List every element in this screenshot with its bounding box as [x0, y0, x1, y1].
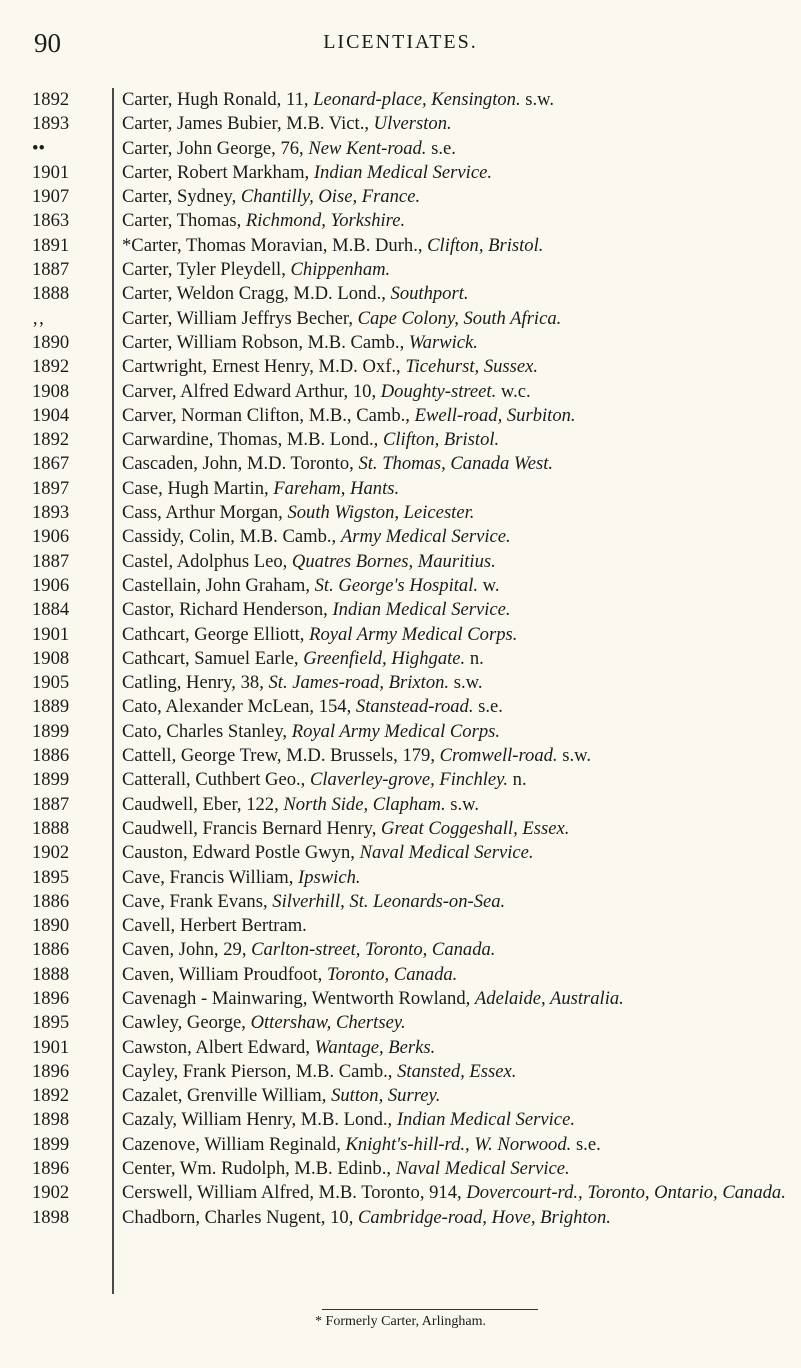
- entry-place: Warwick.: [408, 331, 478, 353]
- entry-place: Ticehurst, Sussex.: [405, 356, 539, 378]
- list-item: [32, 574, 792, 598]
- entry-name: Cayley, Frank Pierson, M.B. Camb.,: [122, 1060, 398, 1082]
- list-item: [32, 1206, 792, 1230]
- entry-year: 1906: [32, 574, 70, 596]
- entry-text: [122, 720, 792, 744]
- entry-text: [122, 1036, 792, 1060]
- entry-year: 1893: [32, 113, 70, 135]
- entry-text: [122, 1133, 792, 1157]
- list-item: [32, 1108, 792, 1132]
- entry-year: 1893: [32, 502, 70, 524]
- entry-text: [122, 914, 792, 938]
- entry-text: [122, 1206, 792, 1230]
- list-item: [32, 307, 792, 331]
- entry-place: Naval Medical Service.: [395, 1158, 570, 1180]
- running-head: LICENTIATES.: [323, 31, 478, 53]
- entry-year: 1907: [32, 186, 70, 208]
- entry-place: Wantage, Berks.: [314, 1036, 436, 1058]
- entry-year: 1896: [32, 1158, 70, 1180]
- list-item: [32, 501, 792, 525]
- entry-text: [122, 137, 792, 161]
- entry-text: [122, 161, 792, 185]
- list-item: [32, 1036, 792, 1060]
- entry-name: Cavell, Herbert Bertram.: [122, 915, 307, 937]
- list-item: [32, 623, 792, 647]
- entry-text: [122, 744, 792, 768]
- list-item: [32, 234, 792, 258]
- entry-year: 1902: [32, 1182, 70, 1204]
- footnote: * Formerly Carter, Arlingham.: [315, 1314, 486, 1329]
- entry-name: Cathcart, Samuel Earle,: [122, 647, 304, 669]
- entry-name: Cascaden, John, M.D. Toronto,: [122, 453, 359, 475]
- entry-year: 1892: [32, 429, 70, 451]
- entry-place: Sutton, Surrey.: [331, 1085, 441, 1107]
- list-item: [32, 209, 792, 233]
- entry-text: [122, 452, 792, 476]
- entry-place: Quatres Bornes, Mauritius.: [291, 550, 496, 572]
- entry-text: [122, 1084, 792, 1108]
- entry-year: 1896: [32, 987, 70, 1009]
- entry-text: [122, 404, 792, 428]
- entry-text: [122, 866, 792, 890]
- entry-place: Adelaide, Australia.: [474, 987, 624, 1009]
- entry-place: Royal Army Medical Corps.: [309, 623, 518, 645]
- entry-year: ••: [32, 137, 46, 159]
- entry-year: 1887: [32, 259, 70, 281]
- entry-name: Cathcart, George Elliott,: [122, 623, 310, 645]
- entry-name: Cave, Francis William,: [122, 866, 299, 888]
- entry-text: [122, 841, 792, 865]
- entry-name: Cavenagh - Mainwaring, Wentworth Rowland,: [122, 987, 475, 1009]
- entry-place: Richmond, Yorkshire.: [245, 210, 406, 232]
- entry-text: [122, 282, 792, 306]
- entry-text: [122, 793, 792, 817]
- entry-name: Cerswell, William Alfred, M.B. Toronto, 914,: [122, 1182, 467, 1204]
- entry-name: *Carter, Thomas Moravian, M.B. Durh.,: [122, 234, 428, 256]
- entry-name: Center, Wm. Rudolph, M.B. Edinb.,: [122, 1158, 396, 1180]
- entry-year: 1863: [32, 210, 70, 232]
- list-item: [32, 1060, 792, 1084]
- list-item: [32, 768, 792, 792]
- entry-name: Cato, Charles Stanley,: [122, 720, 292, 742]
- entry-text: [122, 963, 792, 987]
- entry-text: [122, 598, 792, 622]
- list-item: [32, 647, 792, 671]
- entry-year: 1897: [32, 477, 70, 499]
- entry-year: 1890: [32, 915, 70, 937]
- entry-place: Ulverston.: [373, 113, 452, 135]
- entry-name: Carter, Robert Markham,: [122, 161, 314, 183]
- entry-place: St. James-road, Brixton.: [268, 672, 450, 694]
- entry-text: [122, 647, 792, 671]
- entry-year: 1892: [32, 356, 70, 378]
- entry-name: Cartwright, Ernest Henry, M.D. Oxf.,: [122, 356, 406, 378]
- list-item: [32, 817, 792, 841]
- entry-year: 1898: [32, 1206, 70, 1228]
- entry-year: ‚‚: [32, 307, 45, 329]
- entry-year: 1901: [32, 161, 70, 183]
- list-item: [32, 963, 792, 987]
- list-item: [32, 161, 792, 185]
- entry-year: 1884: [32, 599, 70, 621]
- entry-place: Cambridge-road, Hove, Brighton.: [358, 1206, 611, 1228]
- entry-name: Carter, Tyler Pleydell,: [122, 259, 291, 281]
- entry-year: 1890: [32, 331, 70, 353]
- list-item: [32, 938, 792, 962]
- footnote-rule: [322, 1309, 538, 1310]
- entry-name: Castel, Adolphus Leo,: [122, 550, 292, 572]
- entry-text: [122, 550, 792, 574]
- list-item: [32, 671, 792, 695]
- entry-year: 1902: [32, 842, 70, 864]
- entry-place: Greenfield, Highgate.: [303, 647, 466, 669]
- list-item: [32, 695, 792, 719]
- list-item: [32, 1011, 792, 1035]
- entry-name: Cave, Frank Evans,: [122, 890, 273, 912]
- entry-place: Cromwell-road.: [439, 745, 558, 767]
- list-item: [32, 744, 792, 768]
- entry-district: s.w.: [449, 672, 483, 694]
- entry-district: n.: [465, 647, 484, 669]
- entry-district: s.w.: [445, 793, 479, 815]
- list-item: [32, 258, 792, 282]
- list-item: [32, 914, 792, 938]
- entry-name: Cato, Alexander McLean, 154,: [122, 696, 356, 718]
- list-item: [32, 890, 792, 914]
- entry-text: [122, 258, 792, 282]
- entry-district: s.e.: [473, 696, 503, 718]
- entry-text: [122, 1060, 792, 1084]
- list-item: [32, 477, 792, 501]
- list-item: [32, 720, 792, 744]
- entry-text: [122, 1108, 792, 1132]
- entry-year: 1895: [32, 1012, 70, 1034]
- entry-year: 1905: [32, 672, 70, 694]
- entry-name: Caven, William Proudfoot,: [122, 963, 327, 985]
- entry-name: Caudwell, Francis Bernard Henry,: [122, 817, 382, 839]
- entry-year: 1887: [32, 793, 70, 815]
- list-item: [32, 355, 792, 379]
- entry-place: Clifton, Bristol.: [382, 429, 500, 451]
- list-item: [32, 1157, 792, 1181]
- entry-year: 1886: [32, 939, 70, 961]
- entry-name: Caven, John, 29,: [122, 939, 252, 961]
- entry-place: Army Medical Service.: [340, 526, 511, 548]
- entry-place: Cape Colony, South Africa.: [357, 307, 562, 329]
- entry-name: Castellain, John Graham,: [122, 574, 315, 596]
- entry-text: [122, 112, 792, 136]
- entry-text: [122, 890, 792, 914]
- entry-name: Carwardine, Thomas, M.B. Lond.,: [122, 429, 383, 451]
- entry-place: Southport.: [390, 283, 469, 305]
- entry-name: Cazenove, William Reginald,: [122, 1133, 346, 1155]
- entry-text: [122, 1157, 792, 1181]
- entry-year: 1886: [32, 890, 70, 912]
- list-item: [32, 112, 792, 136]
- entry-place: Toronto, Canada.: [326, 963, 458, 985]
- entry-place: Ottershaw, Chertsey.: [250, 1012, 406, 1034]
- entry-place: Doughty-street.: [380, 380, 497, 402]
- entry-name: Catterall, Cuthbert Geo.,: [122, 769, 310, 791]
- entry-year: 1904: [32, 404, 70, 426]
- entry-text: [122, 380, 792, 404]
- entry-text: [122, 501, 792, 525]
- list-item: [32, 550, 792, 574]
- entry-text: [122, 623, 792, 647]
- entry-text: [122, 768, 792, 792]
- entry-year: 1908: [32, 647, 70, 669]
- entry-name: Causton, Edward Postle Gwyn,: [122, 842, 360, 864]
- entry-place: Stanstead-road.: [355, 696, 474, 718]
- list-item: [32, 331, 792, 355]
- entry-text: [122, 428, 792, 452]
- entry-name: Chadborn, Charles Nugent, 10,: [122, 1206, 358, 1228]
- entry-text: [122, 185, 792, 209]
- list-item: [32, 1084, 792, 1108]
- entry-year: 1889: [32, 696, 70, 718]
- entry-place: Royal Army Medical Corps.: [291, 720, 501, 742]
- entry-year: 1887: [32, 550, 70, 572]
- entry-district: s.e.: [426, 137, 456, 159]
- entry-place: Stansted, Essex.: [397, 1060, 517, 1082]
- list-item: [32, 1181, 792, 1205]
- entry-district: s.e.: [571, 1133, 601, 1155]
- entry-text: [122, 525, 792, 549]
- entry-text: [122, 234, 792, 258]
- entry-name: Carter, Hugh Ronald, 11,: [122, 89, 314, 110]
- entry-place: Knight's-hill-rd., W. Norwood.: [345, 1133, 572, 1155]
- entry-place: New Kent-road.: [308, 137, 427, 159]
- entry-name: Carter, William Jeffrys Becher,: [122, 307, 358, 329]
- entry-text: [122, 88, 792, 112]
- entry-place: North Side, Clapham.: [283, 793, 446, 815]
- entry-year: 1896: [32, 1060, 70, 1082]
- entry-year: 1899: [32, 769, 70, 791]
- list-item: [32, 88, 792, 112]
- list-item: [32, 282, 792, 306]
- entry-text: [122, 574, 792, 598]
- entry-text: [122, 1181, 792, 1205]
- entry-year: 1888: [32, 817, 70, 839]
- entry-name: Cazaly, William Henry, M.B. Lond.,: [122, 1109, 397, 1131]
- list-item: [32, 185, 792, 209]
- entry-year: 1888: [32, 963, 70, 985]
- entry-district: w.c.: [496, 380, 531, 402]
- entry-text: [122, 1011, 792, 1035]
- entry-name: Cawley, George,: [122, 1012, 251, 1034]
- entry-year: 1888: [32, 283, 70, 305]
- entry-year: 1906: [32, 526, 70, 548]
- entry-name: Carter, James Bubier, M.B. Vict.,: [122, 113, 374, 135]
- entry-district: n.: [508, 769, 527, 791]
- entry-place: Ipswich.: [298, 866, 361, 888]
- page-number: 90: [34, 28, 61, 58]
- entry-name: Cass, Arthur Morgan,: [122, 502, 288, 524]
- entry-year: 1892: [32, 89, 70, 110]
- entry-text: [122, 671, 792, 695]
- entry-text: [122, 477, 792, 501]
- entry-name: Carter, Weldon Cragg, M.D. Lond.,: [122, 283, 391, 305]
- entry-name: Castor, Richard Henderson,: [122, 599, 333, 621]
- entry-name: Carver, Alfred Edward Arthur, 10,: [122, 380, 381, 402]
- entry-place: Naval Medical Service.: [359, 842, 534, 864]
- entry-name: Caudwell, Eber, 122,: [122, 793, 284, 815]
- entry-text: [122, 307, 792, 331]
- list-item: [32, 404, 792, 428]
- entry-year: 1898: [32, 1109, 70, 1131]
- list-item: [32, 866, 792, 890]
- entry-year: 1867: [32, 453, 70, 475]
- entry-text: [122, 987, 792, 1011]
- entry-year: 1901: [32, 1036, 70, 1058]
- entry-name: Cattell, George Trew, M.D. Brussels, 179,: [122, 745, 440, 767]
- entry-place: South Wigston, Leicester.: [287, 502, 475, 524]
- entry-name: Carter, John George, 76,: [122, 137, 309, 159]
- entry-name: Carter, William Robson, M.B. Camb.,: [122, 331, 409, 353]
- entry-place: Indian Medical Service.: [396, 1109, 575, 1131]
- entry-place: Ewell-road, Surbiton.: [414, 404, 576, 426]
- entry-year: 1899: [32, 1133, 70, 1155]
- entry-place: Dovercourt-rd., Toronto, Ontario, Canada.: [466, 1182, 786, 1204]
- list-item: [32, 793, 792, 817]
- entry-name: Cassidy, Colin, M.B. Camb.,: [122, 526, 341, 548]
- list-item: [32, 841, 792, 865]
- list-item: [32, 598, 792, 622]
- list-item: [32, 987, 792, 1011]
- entry-place: Indian Medical Service.: [332, 599, 511, 621]
- entry-place: Clifton, Bristol.: [427, 234, 544, 256]
- entry-name: Catling, Henry, 38,: [122, 672, 269, 694]
- entry-name: Case, Hugh Martin,: [122, 477, 274, 499]
- entry-year: 1901: [32, 623, 70, 645]
- entry-place: Chantilly, Oise, France.: [240, 186, 421, 208]
- entry-name: Carter, Thomas,: [122, 210, 246, 232]
- entry-text: [122, 209, 792, 233]
- list-item: [32, 380, 792, 404]
- entry-name: Cawston, Albert Edward,: [122, 1036, 315, 1058]
- entry-year: 1908: [32, 380, 70, 402]
- entry-text: [122, 331, 792, 355]
- entry-name: Carter, Sydney,: [122, 186, 241, 208]
- entry-text: [122, 938, 792, 962]
- entry-year: 1895: [32, 866, 70, 888]
- list-item: [32, 452, 792, 476]
- entry-place: Indian Medical Service.: [313, 161, 492, 183]
- entry-place: Claverley-grove, Finchley.: [309, 769, 509, 791]
- entry-place: Great Coggeshall, Essex.: [381, 817, 570, 839]
- entry-text: [122, 817, 792, 841]
- entry-place: St. Thomas, Canada West.: [358, 453, 554, 475]
- entry-district: s.w.: [520, 89, 555, 110]
- list-item: [32, 525, 792, 549]
- entry-place: Fareham, Hants.: [273, 477, 400, 499]
- entry-place: Chippenham.: [290, 259, 391, 281]
- list-item: [32, 137, 792, 161]
- entry-place: Silverhill, St. Leonards-on-Sea.: [272, 890, 506, 912]
- entry-place: St. George's Hospital.: [314, 574, 479, 596]
- entry-list: [32, 88, 792, 1230]
- entry-year: 1892: [32, 1085, 70, 1107]
- entry-year: 1891: [32, 234, 70, 256]
- entry-place: Leonard-place, Kensington.: [313, 89, 521, 110]
- entry-year: 1886: [32, 745, 70, 767]
- entry-text: [122, 355, 792, 379]
- entry-district: s.w.: [557, 745, 591, 767]
- entry-name: Cazalet, Grenville William,: [122, 1085, 332, 1107]
- entry-text: [122, 695, 792, 719]
- entry-year: 1899: [32, 720, 70, 742]
- entry-name: Carver, Norman Clifton, M.B., Camb.,: [122, 404, 415, 426]
- entry-place: Carlton-street, Toronto, Canada.: [251, 939, 496, 961]
- entry-district: w.: [478, 574, 500, 596]
- list-item: [32, 1133, 792, 1157]
- list-item: [32, 428, 792, 452]
